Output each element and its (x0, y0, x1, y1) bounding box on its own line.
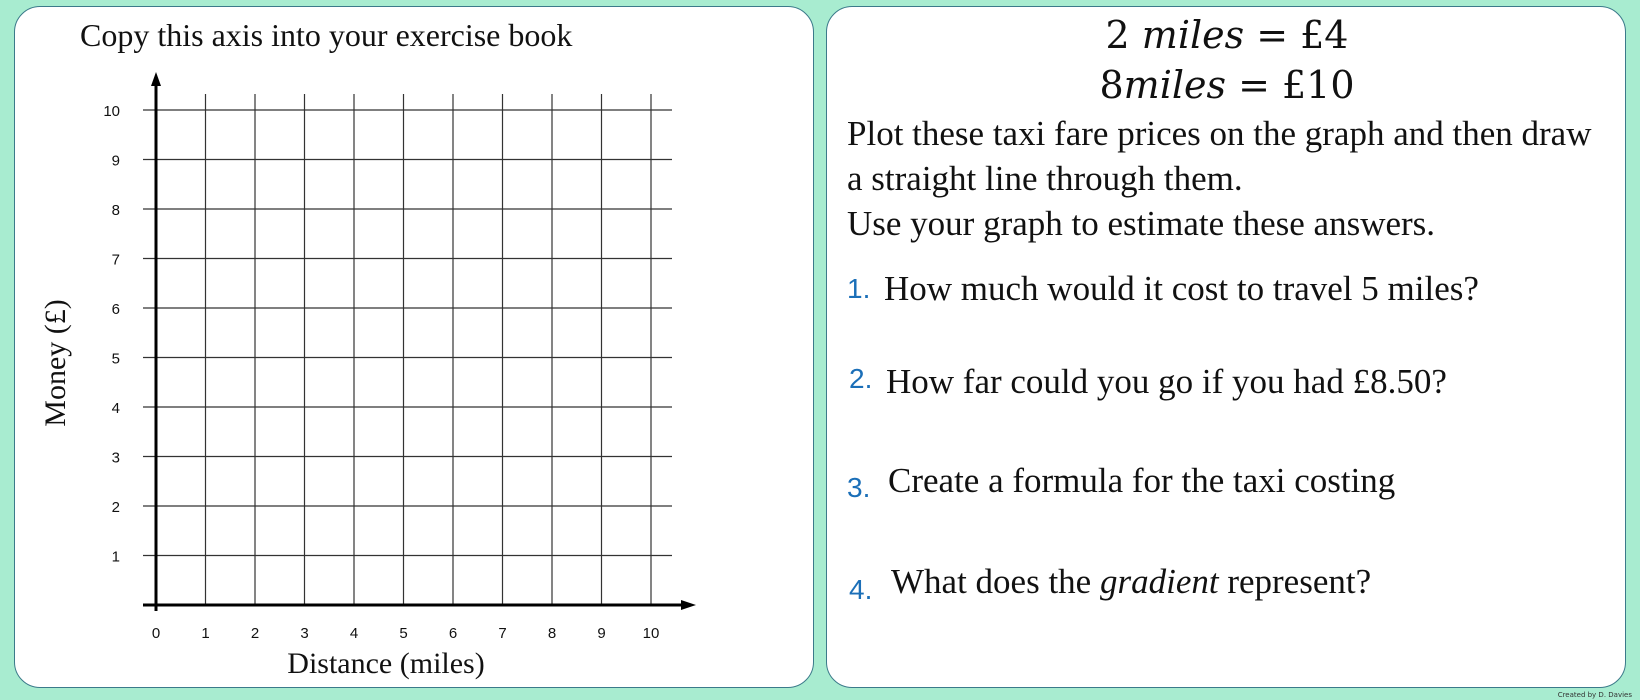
y-tick-label: 8 (111, 202, 120, 219)
question-text: How far could you go if you had £8.50? (886, 362, 1447, 401)
y-tick-label: 3 (111, 449, 120, 467)
x-tick-label: 9 (597, 625, 606, 642)
credit-text: Created by D. Davies (1557, 691, 1632, 699)
axis-panel (14, 6, 814, 688)
x-tick-label: 5 (399, 625, 408, 642)
y-tick-label: 2 (111, 499, 120, 516)
x-tick-label: 0 (151, 625, 161, 642)
question-number: 3. (847, 472, 871, 503)
plot-instruction: Plot these taxi fare prices on the graph and then draw a straight line through them. (847, 114, 1592, 198)
y-tick-label: 10 (103, 103, 120, 120)
x-tick-label: 10 (642, 625, 660, 642)
instruction-text: Copy this axis into your exercise book (80, 17, 573, 53)
y-tick-label: 7 (111, 251, 120, 269)
y-tick-label: 1 (111, 548, 120, 566)
x-tick-label: 2 (250, 625, 260, 642)
question-text: What does the gradient represent? (891, 562, 1372, 601)
fare-equation-2: 8miles = £10 (1099, 63, 1355, 107)
question-number: 2. (849, 363, 873, 394)
x-tick-label: 7 (498, 625, 507, 642)
x-tick-label: 3 (300, 625, 309, 642)
x-tick-label: 1 (201, 625, 210, 642)
question-number: 1. (847, 273, 871, 304)
questions-panel (826, 6, 1626, 688)
x-axis-title: Distance (miles) (287, 647, 485, 680)
fare-equation-1: 2 miles = £4 (1105, 13, 1349, 57)
x-axis-arrowhead (681, 600, 696, 610)
axis-grid (15, 7, 815, 689)
y-tick-label: 9 (111, 152, 120, 170)
y-axis-title: Money (£) (39, 299, 72, 427)
y-tick-label: 4 (111, 400, 120, 417)
y-tick-label: 6 (111, 301, 120, 318)
question-number: 4. (849, 574, 873, 605)
y-axis-arrowhead (151, 72, 161, 86)
y-tick-label: 5 (111, 350, 120, 368)
x-tick-label: 8 (547, 625, 557, 642)
question-text: How much would it cost to travel 5 miles? (884, 269, 1479, 308)
x-tick-label: 4 (349, 625, 359, 642)
x-tick-label: 6 (448, 625, 458, 642)
question-text: Create a formula for the taxi costing (888, 461, 1396, 500)
estimate-instruction: Use your graph to estimate these answers. (847, 204, 1436, 243)
